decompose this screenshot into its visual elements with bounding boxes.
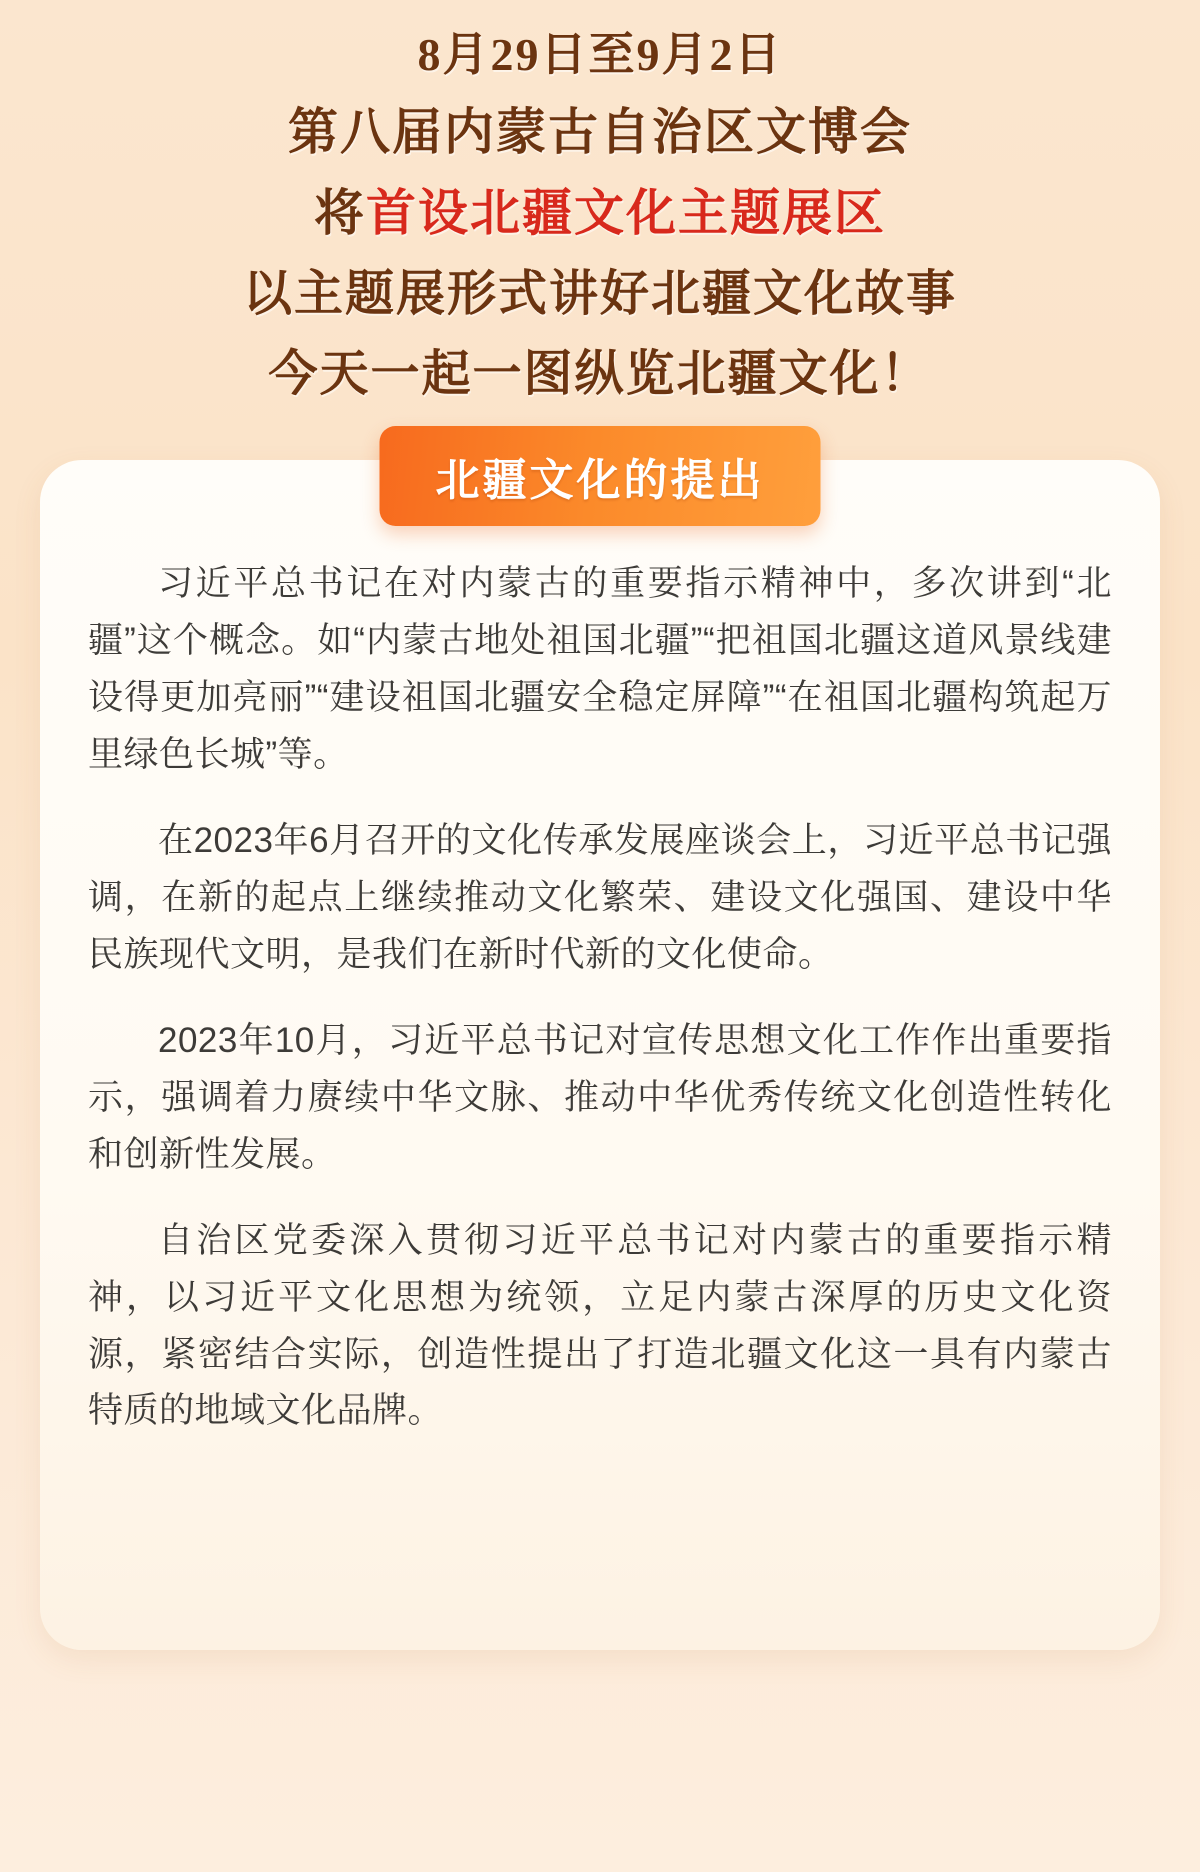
header-line-highlight: [70, 178, 1130, 249]
header-line-event: 第八届内蒙古自治区文博会: [288, 104, 912, 161]
section-badge: 北疆文化的提出: [380, 426, 821, 526]
section-card: [40, 460, 1160, 1650]
header-line-highlight-accent: 首设北疆文化主题展区: [366, 185, 886, 242]
header-line-date: 8月29日至9月2日: [417, 29, 783, 80]
header-line-theme: 以主题展形式讲好北疆文化故事: [242, 266, 957, 322]
header-line-highlight-prefix: 将: [314, 185, 366, 242]
section-paragraph: 自治区党委深入贯彻习近平总书记对内蒙古的重要指示精神，以习近平文化思想为统领，立足内蒙古深厚的历史文化资源，紧密结合实际，创造性提出了打造北疆文化这一具有内蒙古特质的地域文化品牌。: [88, 1221, 1112, 1431]
section-paragraph: 习近平总书记在对内蒙古的重要指示精神中，多次讲到“北疆”这个概念。如“内蒙古地处祖国北疆”“把祖国北疆这道风景线建设得更加亮丽”“建设祖国北疆安全稳定屏障”“在祖国北疆构筑起万里绿色长城”等。: [88, 564, 1112, 774]
section-paragraph: 在2023年6月召开的文化传承发展座谈会上，习近平总书记强调，在新的起点上继续推动文化繁荣、建设文化强国、建设中华民族现代文明，是我们在新时代新的文化使命。: [88, 821, 1112, 974]
section-card-wrapper: [40, 456, 1160, 1650]
section-paragraph: 2023年10月，习近平总书记对宣传思想文化工作作出重要指示，强调着力赓续中华文脉、推动中华优秀传统文化创造性转化和创新性发展。: [88, 1021, 1112, 1174]
page-header: [0, 0, 1200, 408]
header-line-invite: 今天一起一图纵览北疆文化！: [268, 345, 932, 401]
